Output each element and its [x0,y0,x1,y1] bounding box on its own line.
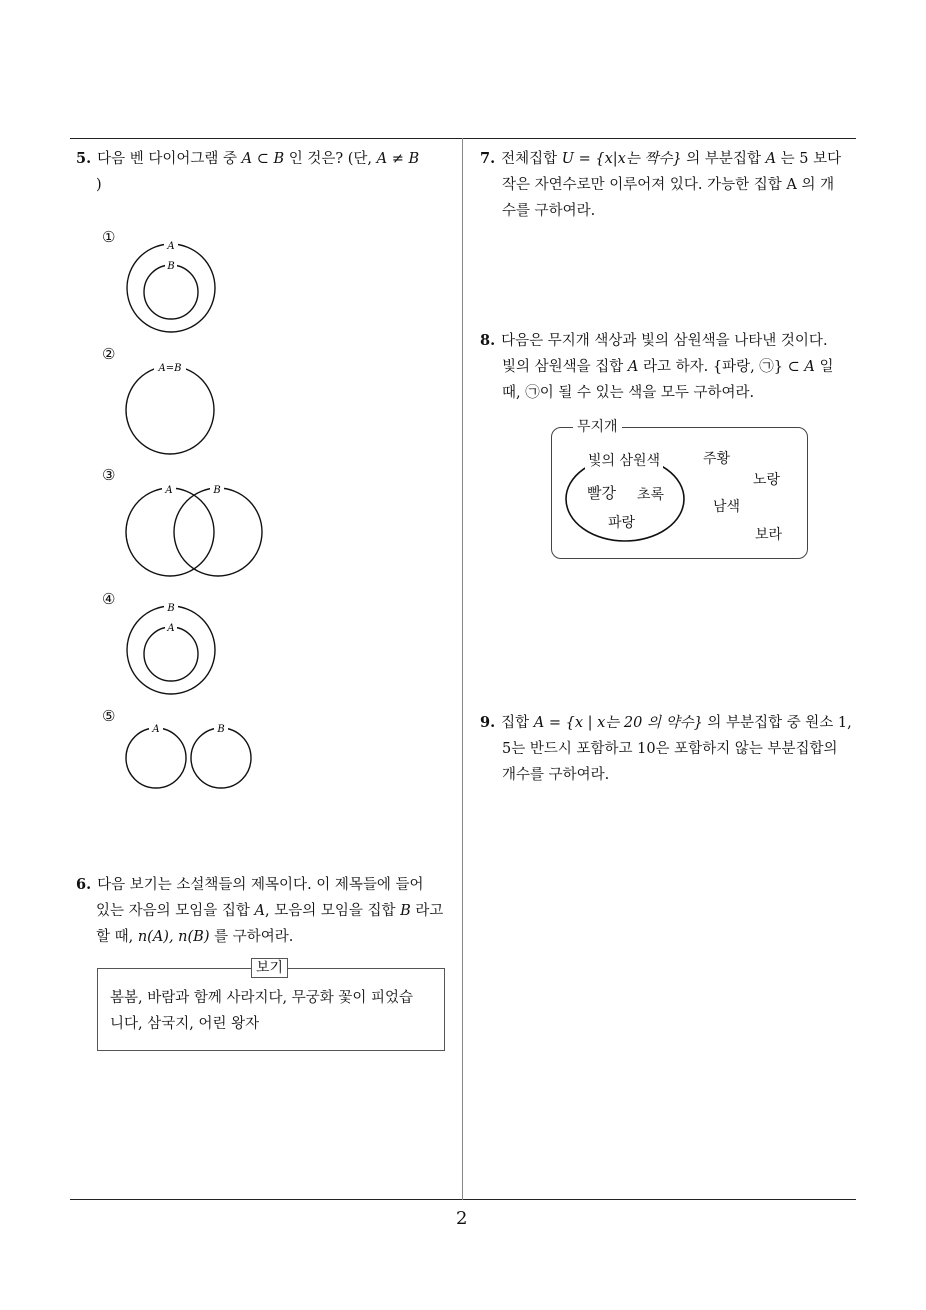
q5-option-4-label-b: B [167,603,175,614]
primary-colors-label: 빛의 삼원색 [585,450,663,470]
q9-line2: 5는 반드시 포함하고 10은 포함하지 않는 부분집합의 [502,741,838,757]
q7-number: 7. [480,150,496,167]
q5-line1: 5. 다음 벤 다이어그램 중 A ⊂ B 인 것은? (단, A ≠ B [76,150,420,167]
rainbow-set-label: 무지개 [573,416,622,436]
question-6 [76,872,460,950]
q8-line3: 때, ㉠이 될 수 있는 색을 모두 구하여라. [502,385,755,401]
q8-line2: 빛의 삼원색을 집합 A 라고 하자. {파랑, ㉠} ⊂ A 일 [502,359,834,375]
q5-option-4-venn [118,600,228,700]
color-orange: 주황 [703,451,731,467]
q5-option-3-marker: ③ [102,466,116,484]
color-violet: 보라 [755,527,783,543]
question-8 [480,328,860,406]
q5-line2: ) [96,177,102,193]
top-rule [70,138,856,139]
question-7 [480,146,860,224]
q5-option-2-label: A=B [158,363,182,374]
q9-line1: 9. 집합 A = {x | x는 20 의 약수} 의 부분집합 중 원소 1, [480,714,852,731]
q9-line3: 개수를 구하여라. [502,767,610,783]
q8-line1: 8. 다음은 무지개 색상과 빛의 삼원색을 나타낸 것이다. [480,332,828,349]
q5-option-5-venn [118,722,258,792]
bottom-rule [70,1199,856,1200]
q5-option-3-label-b: B [213,485,221,496]
q5-option-5-label-b: B [217,724,225,735]
q7-line2: 작은 자연수로만 이루어져 있다. 가능한 집합 A 의 개 [502,177,835,193]
column-divider [462,138,463,1200]
color-blue: 파랑 [608,515,636,531]
q5-option-1-marker: ① [102,228,116,246]
page-number: 2 [456,1208,468,1229]
q5-number: 5. [76,150,92,167]
q6-number: 6. [76,876,92,893]
q5-option-4-label-a: A [167,623,175,634]
bogi-content: 봄봄, 바람과 함께 사라지다, 무궁화 꽃이 피었습 니다, 삼국지, 어린 왕자 [110,990,414,1032]
color-red: 빨강 [587,484,616,502]
q6-line3: 할 때, n(A), n(B) 를 구하여라. [96,929,294,945]
q5-option-1-venn [118,238,228,338]
q5-option-4-marker: ④ [102,590,116,608]
q5-option-2-marker: ② [102,345,116,363]
q5-option-1-label-b: B [167,261,175,272]
color-yellow: 노랑 [753,472,781,488]
q7-line1: 7. 전체집합 U = {x|x는 짝수} 의 부분집합 A 는 5 보다 [480,150,842,167]
color-green: 초록 [637,487,665,503]
question-9 [480,710,860,788]
q8-number: 8. [480,332,496,349]
question-5 [76,146,460,198]
q5-option-2-venn [118,360,228,460]
bogi-title: 보기 [251,958,288,978]
q6-line2: 있는 자음의 모임을 집합 A, 모음의 모임을 집합 B 라고 [96,903,444,919]
q7-line3: 수를 구하여라. [502,203,596,219]
color-indigo: 남색 [713,499,741,515]
q5-option-3-venn [118,480,278,580]
q5-option-1-label-a: A [167,241,175,252]
q5-option-5-label-a: A [152,724,160,735]
q9-number: 9. [480,714,496,731]
q6-line1: 6. 다음 보기는 소설책들의 제목이다. 이 제목들에 들어 [76,876,424,893]
q5-option-5-marker: ⑤ [102,707,116,725]
q5-option-3-label-a: A [165,485,173,496]
